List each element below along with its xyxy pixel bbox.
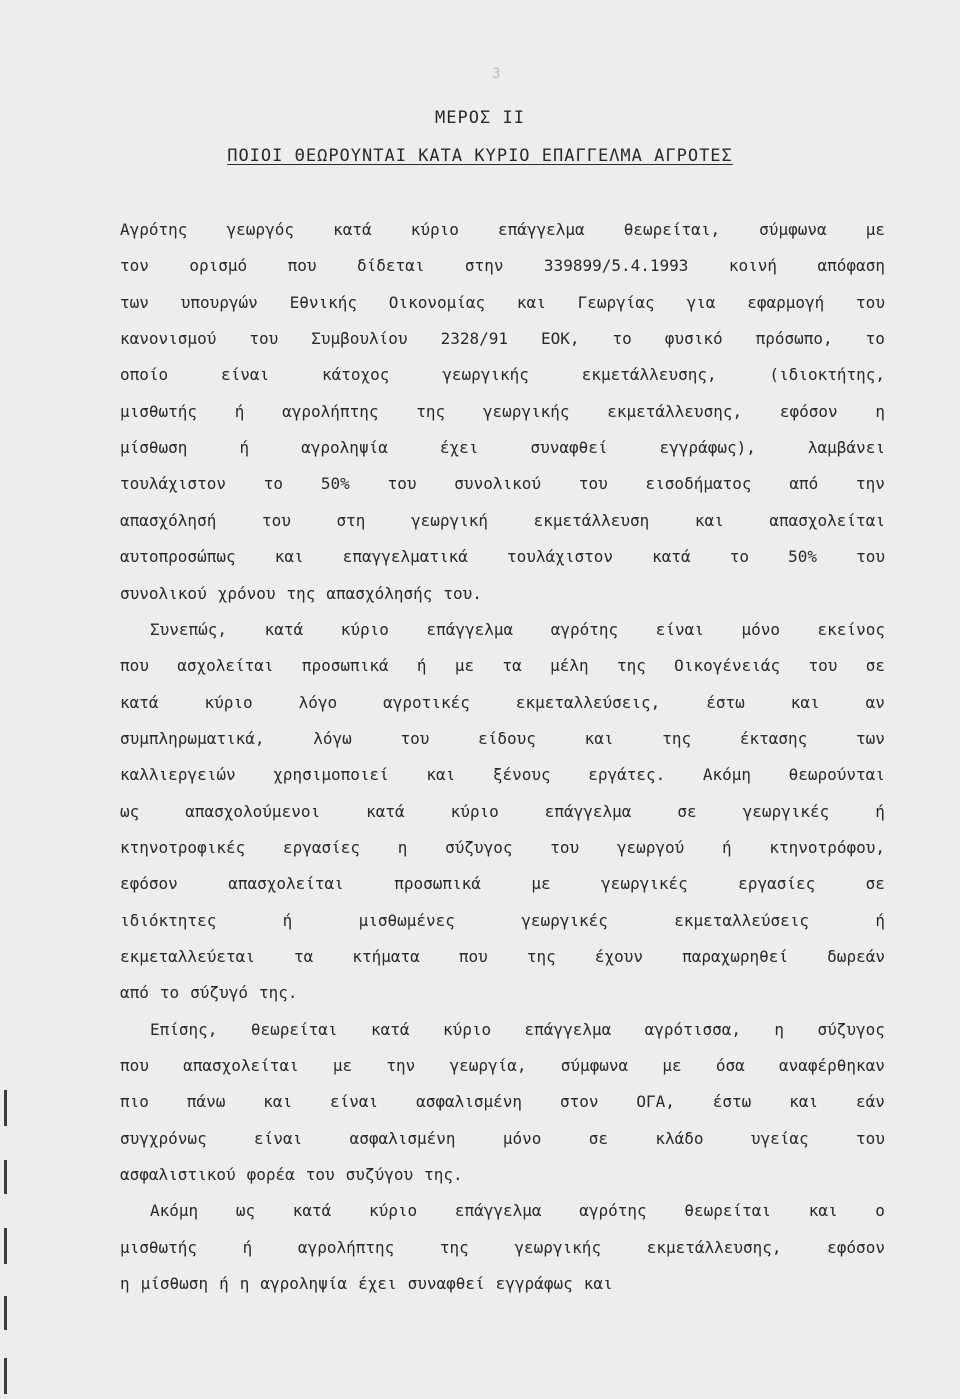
text-line: κανονισμού του Συμβουλίου 2328/91 ΕΟΚ, το φυσικό πρόσωπο, το bbox=[120, 329, 885, 349]
text-line: κατά κύριο λόγο αγροτικές εκμεταλλεύσεις, έστω και αν bbox=[120, 692, 885, 712]
scan-margin-mark bbox=[4, 1228, 7, 1264]
text-line: των υπουργών Εθνικής Οικονομίας και Γεωργίας για εφαρμογή του bbox=[120, 292, 885, 312]
text-line: τουλάχιστον το 50% του συνολικού του εισοδήματος από την bbox=[120, 474, 885, 494]
scan-margin-mark bbox=[4, 1358, 7, 1394]
text-line: απασχόλησή του στη γεωργική εκμετάλλευση και απασχολείται bbox=[120, 510, 885, 530]
text-line: ιδιόκτητες ή μισθωμένες γεωργικές εκμεταλλεύσεις ή bbox=[120, 910, 885, 930]
text-line: που απασχολείται με την γεωργία, σύμφωνα με όσα αναφέρθηκαν bbox=[120, 1056, 885, 1076]
text-line: Επίσης, θεωρείται κατά κύριο επάγγελμα αγρότισσα, η σύζυγος bbox=[150, 1019, 885, 1039]
part-title: ΜΕΡΟΣ ΙΙ bbox=[435, 108, 525, 128]
text-line: κτηνοτροφικές εργασίες η σύζυγος του γεωργού ή κτηνοτρόφου, bbox=[120, 837, 885, 857]
text-line: συνολικού χρόνου της απασχόλησής του. bbox=[120, 583, 482, 603]
text-line: Ακόμη ως κατά κύριο επάγγελμα αγρότης θεωρείται και ο bbox=[150, 1201, 885, 1221]
text-line: μίσθωση ή αγροληψία έχει συναφθεί εγγράφως), λαμβάνει bbox=[120, 438, 885, 458]
text-line: καλλιεργειών χρησιμοποιεί και ξένους εργάτες. Ακόμη θεωρούνται bbox=[120, 765, 885, 785]
text-line: εφόσον απασχολείται προσωπικά με γεωργικές εργασίες σε bbox=[120, 874, 885, 894]
text-line: πιο πάνω και είναι ασφαλισμένη στον ΟΓΑ, έστω και εάν bbox=[120, 1092, 885, 1112]
text-line: οποίο είναι κάτοχος γεωργικής εκμετάλλευσης, (ιδιοκτήτης, bbox=[120, 365, 885, 385]
text-line: αυτοπροσώπως και επαγγελματικά τουλάχιστον κατά το 50% του bbox=[120, 547, 885, 567]
scan-margin-mark bbox=[4, 1090, 7, 1126]
text-line: ασφαλιστικού φορέα του συζύγου της. bbox=[120, 1165, 463, 1185]
text-line: η μίσθωση ή η αγροληψία έχει συναφθεί εγγράφως και bbox=[120, 1274, 613, 1294]
text-line: Συνεπώς, κατά κύριο επάγγελμα αγρότης είναι μόνο εκείνος bbox=[150, 619, 885, 639]
scan-margin-mark bbox=[4, 1160, 7, 1194]
text-line: που ασχολείται προσωπικά ή με τα μέλη της Οικογένειάς του σε bbox=[120, 656, 885, 676]
text-line: ως απασχολούμενοι κατά κύριο επάγγελμα σε γεωργικές ή bbox=[120, 801, 885, 821]
text-line: από το σύζυγό της. bbox=[120, 983, 298, 1003]
text-line: συμπληρωματικά, λόγω του είδους και της έκτασης των bbox=[120, 728, 885, 748]
text-line: συγχρόνως είναι ασφαλισμένη μόνο σε κλάδο υγείας του bbox=[120, 1128, 885, 1148]
section-heading: ΠΟΙΟΙ ΘΕΩΡΟΥΝΤΑΙ ΚΑΤΑ ΚΥΡΙΟ ΕΠΑΓΓΕΛΜΑ ΑΓΡΟΤΕΣ bbox=[227, 146, 733, 166]
text-line: μισθωτής ή αγρολήπτης της γεωργικής εκμετάλλευσης, εφόσον bbox=[120, 1237, 885, 1257]
text-line: εκμεταλλεύεται τα κτήματα που της έχουν παραχωρηθεί δωρεάν bbox=[120, 947, 885, 966]
text-line: Αγρότης γεωργός κατά κύριο επάγγελμα θεωρείται, σύμφωνα με bbox=[120, 220, 885, 239]
text-line: μισθωτής ή αγρολήπτης της γεωργικής εκμετάλλευσης, εφόσον η bbox=[120, 401, 885, 421]
page-number-mark: 3 bbox=[492, 66, 501, 82]
text-line: τον ορισμό που δίδεται στην 339899/5.4.1993 κοινή απόφαση bbox=[120, 256, 885, 276]
scan-margin-mark bbox=[4, 1296, 7, 1330]
